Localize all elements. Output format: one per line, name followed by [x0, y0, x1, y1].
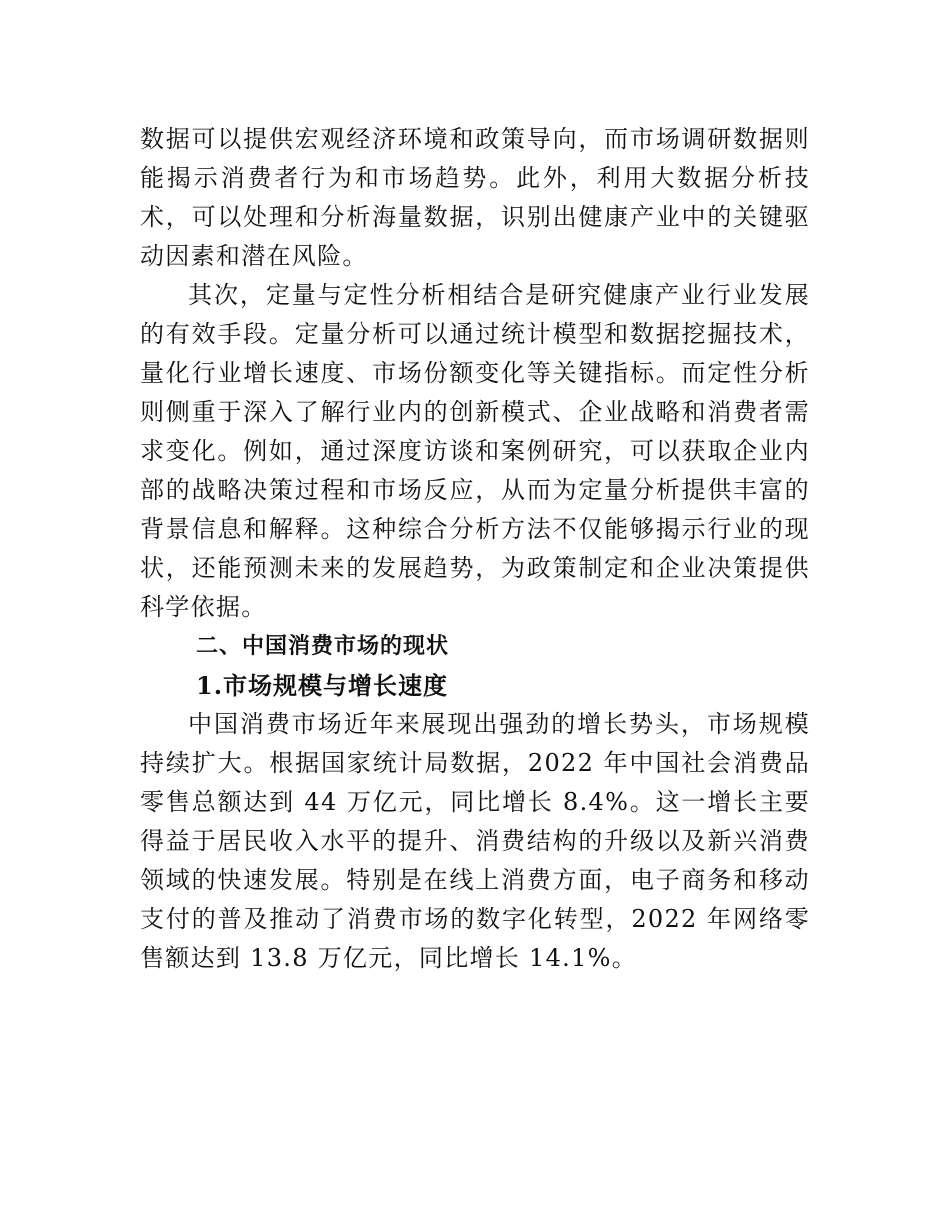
subsection-heading: 1.市场规模与增长速度 — [196, 671, 449, 700]
paragraph-quantitative-qualitative: 其次，定量与定性分析相结合是研究健康产业行业发展的有效手段。定量分析可以通过统计模型和数据挖掘技术，量化行业增长速度、市场份额变化等关键指标。而定性分析则侧重于深入了解行业内的创新模式、企业战略和消费者需求变化。例如，通过深度访谈和案例研究，可以获取企业内部的战略决策过程和市场反应，从而为定量分析提供丰富的背景信息和解释。这种综合分析方法不仅能够揭示行业的现状，还能预测未来的发展趋势，为政策制定和企业决策提供科学依据。 — [140, 281, 810, 621]
paragraph-data-sources: 数据可以提供宏观经济环境和政策导向，而市场调研数据则能揭示消费者行为和市场趋势。此外，利用大数据分析技术，可以处理和分析海量数据，识别出健康产业中的关键驱动因素和潜在风险。 — [140, 125, 810, 270]
paragraph-market-scale: 中国消费市场近年来展现出强劲的增长势头，市场规模持续扩大。根据国家统计局数据，2022 年中国社会消费品零售总额达到 44 万亿元，同比增长 8.4%。这一增长主要得益于居民收入水平的提升、消费结构的升级以及新兴消费领域的快速发展。特别是在线上消费方面，电子商务和移动支付的普及推动了消费市场的数字化转型，2022 年网络零售额达到 13.8 万亿元，同比增长 14.1%。 — [140, 710, 810, 972]
section-heading: 二、中国消费市场的现状 — [196, 634, 450, 659]
document-body — [140, 120, 810, 978]
